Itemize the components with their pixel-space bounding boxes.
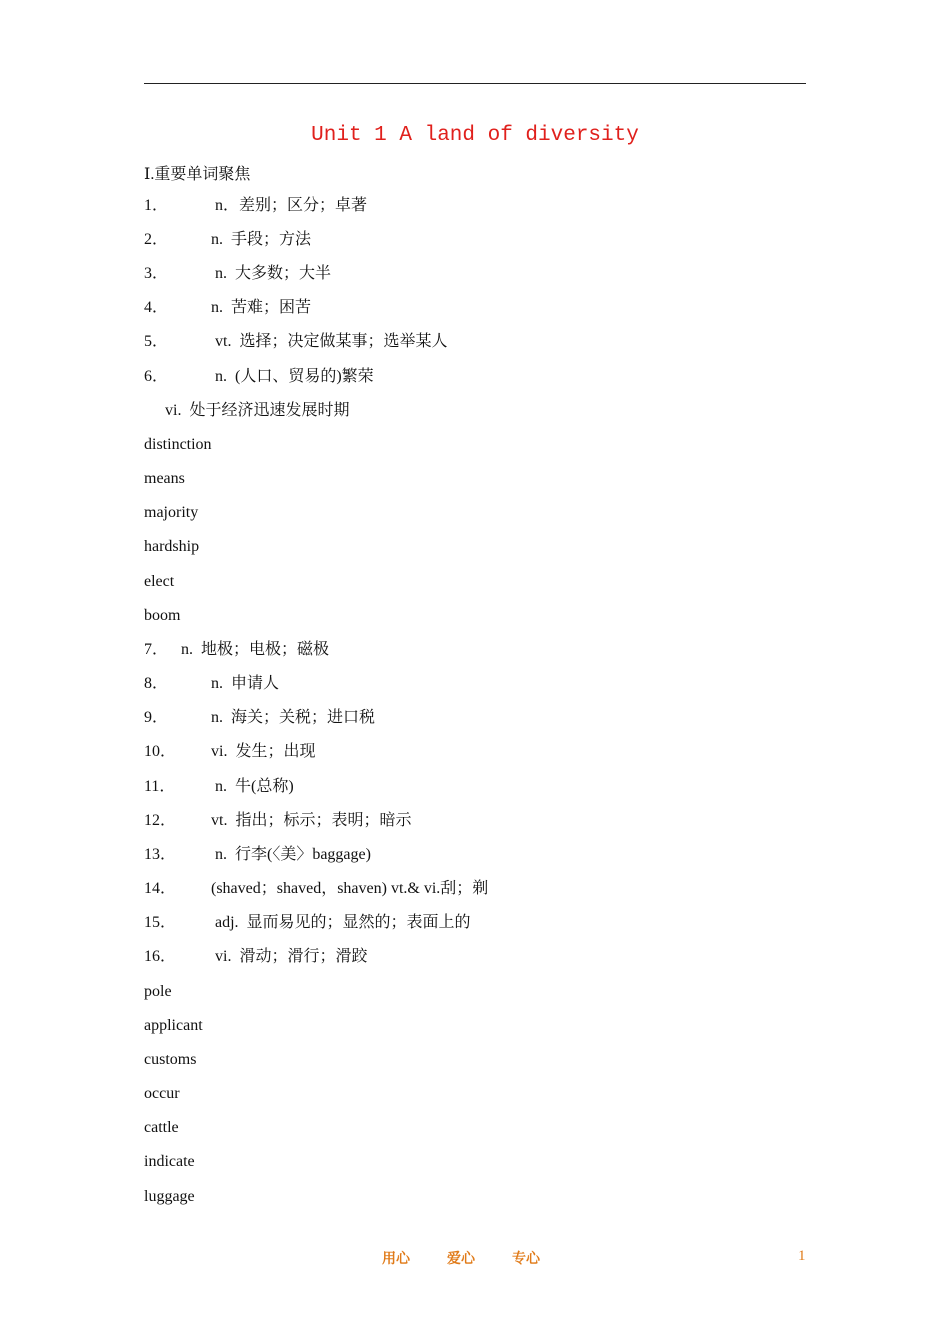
answer-item: means [144,470,185,487]
answer-item: pole [144,983,172,1000]
section-heading: Ⅰ.重要单词聚焦 [144,166,251,183]
extra-definition: vi. 处于经济迅速发展时期 [165,402,350,419]
list-item: 11． n. 牛(总称) [144,778,294,795]
list-item: 1． n．差别；区分；卓著 [144,197,368,214]
answer-item: cattle [144,1119,179,1136]
list-item: 16． vi. 滑动；滑行；滑跤 [144,948,368,965]
answer-item: boom [144,607,181,624]
list-item: 3． n. 大多数；大半 [144,265,332,282]
answer-item: applicant [144,1017,203,1034]
answer-item: hardship [144,538,200,555]
page-title: Unit 1 A land of diversity [311,124,639,147]
answer-item: luggage [144,1188,195,1205]
answer-item: occur [144,1085,180,1102]
answer-item: majority [144,504,199,521]
answer-item: distinction [144,436,212,453]
header-rule [144,83,806,84]
list-item: 8． n. 申请人 [144,675,280,692]
footer-word: 爱心 [447,1251,475,1267]
list-item: 12． vt. 指出；标示；表明；暗示 [144,812,412,829]
page-number: 1 [798,1248,806,1264]
list-item: 13． n. 行李(〈美〉baggage) [144,846,371,863]
list-item: 6． n. (人口、贸易的)繁荣 [144,368,374,385]
list-item: 4． n. 苦难；困苦 [144,299,312,316]
list-item: 10． vi. 发生；出现 [144,743,316,760]
footer-word: 专心 [512,1251,540,1267]
answer-item: indicate [144,1153,195,1170]
list-item: 9． n. 海关；关税；进口税 [144,709,376,726]
list-item: 5． vt. 选择；决定做某事；选举某人 [144,333,448,350]
list-item: 14． (shaved；shaved，shaven) vt.& vi.刮；剃 [144,880,489,897]
answer-item: customs [144,1051,197,1068]
list-item: 7． n. 地极；电极；磁极 [144,641,330,658]
list-item: 15． adj. 显而易见的；显然的；表面上的 [144,914,471,931]
list-item: 2． n. 手段；方法 [144,231,312,248]
answer-item: elect [144,573,175,590]
footer-word: 用心 [382,1251,410,1267]
